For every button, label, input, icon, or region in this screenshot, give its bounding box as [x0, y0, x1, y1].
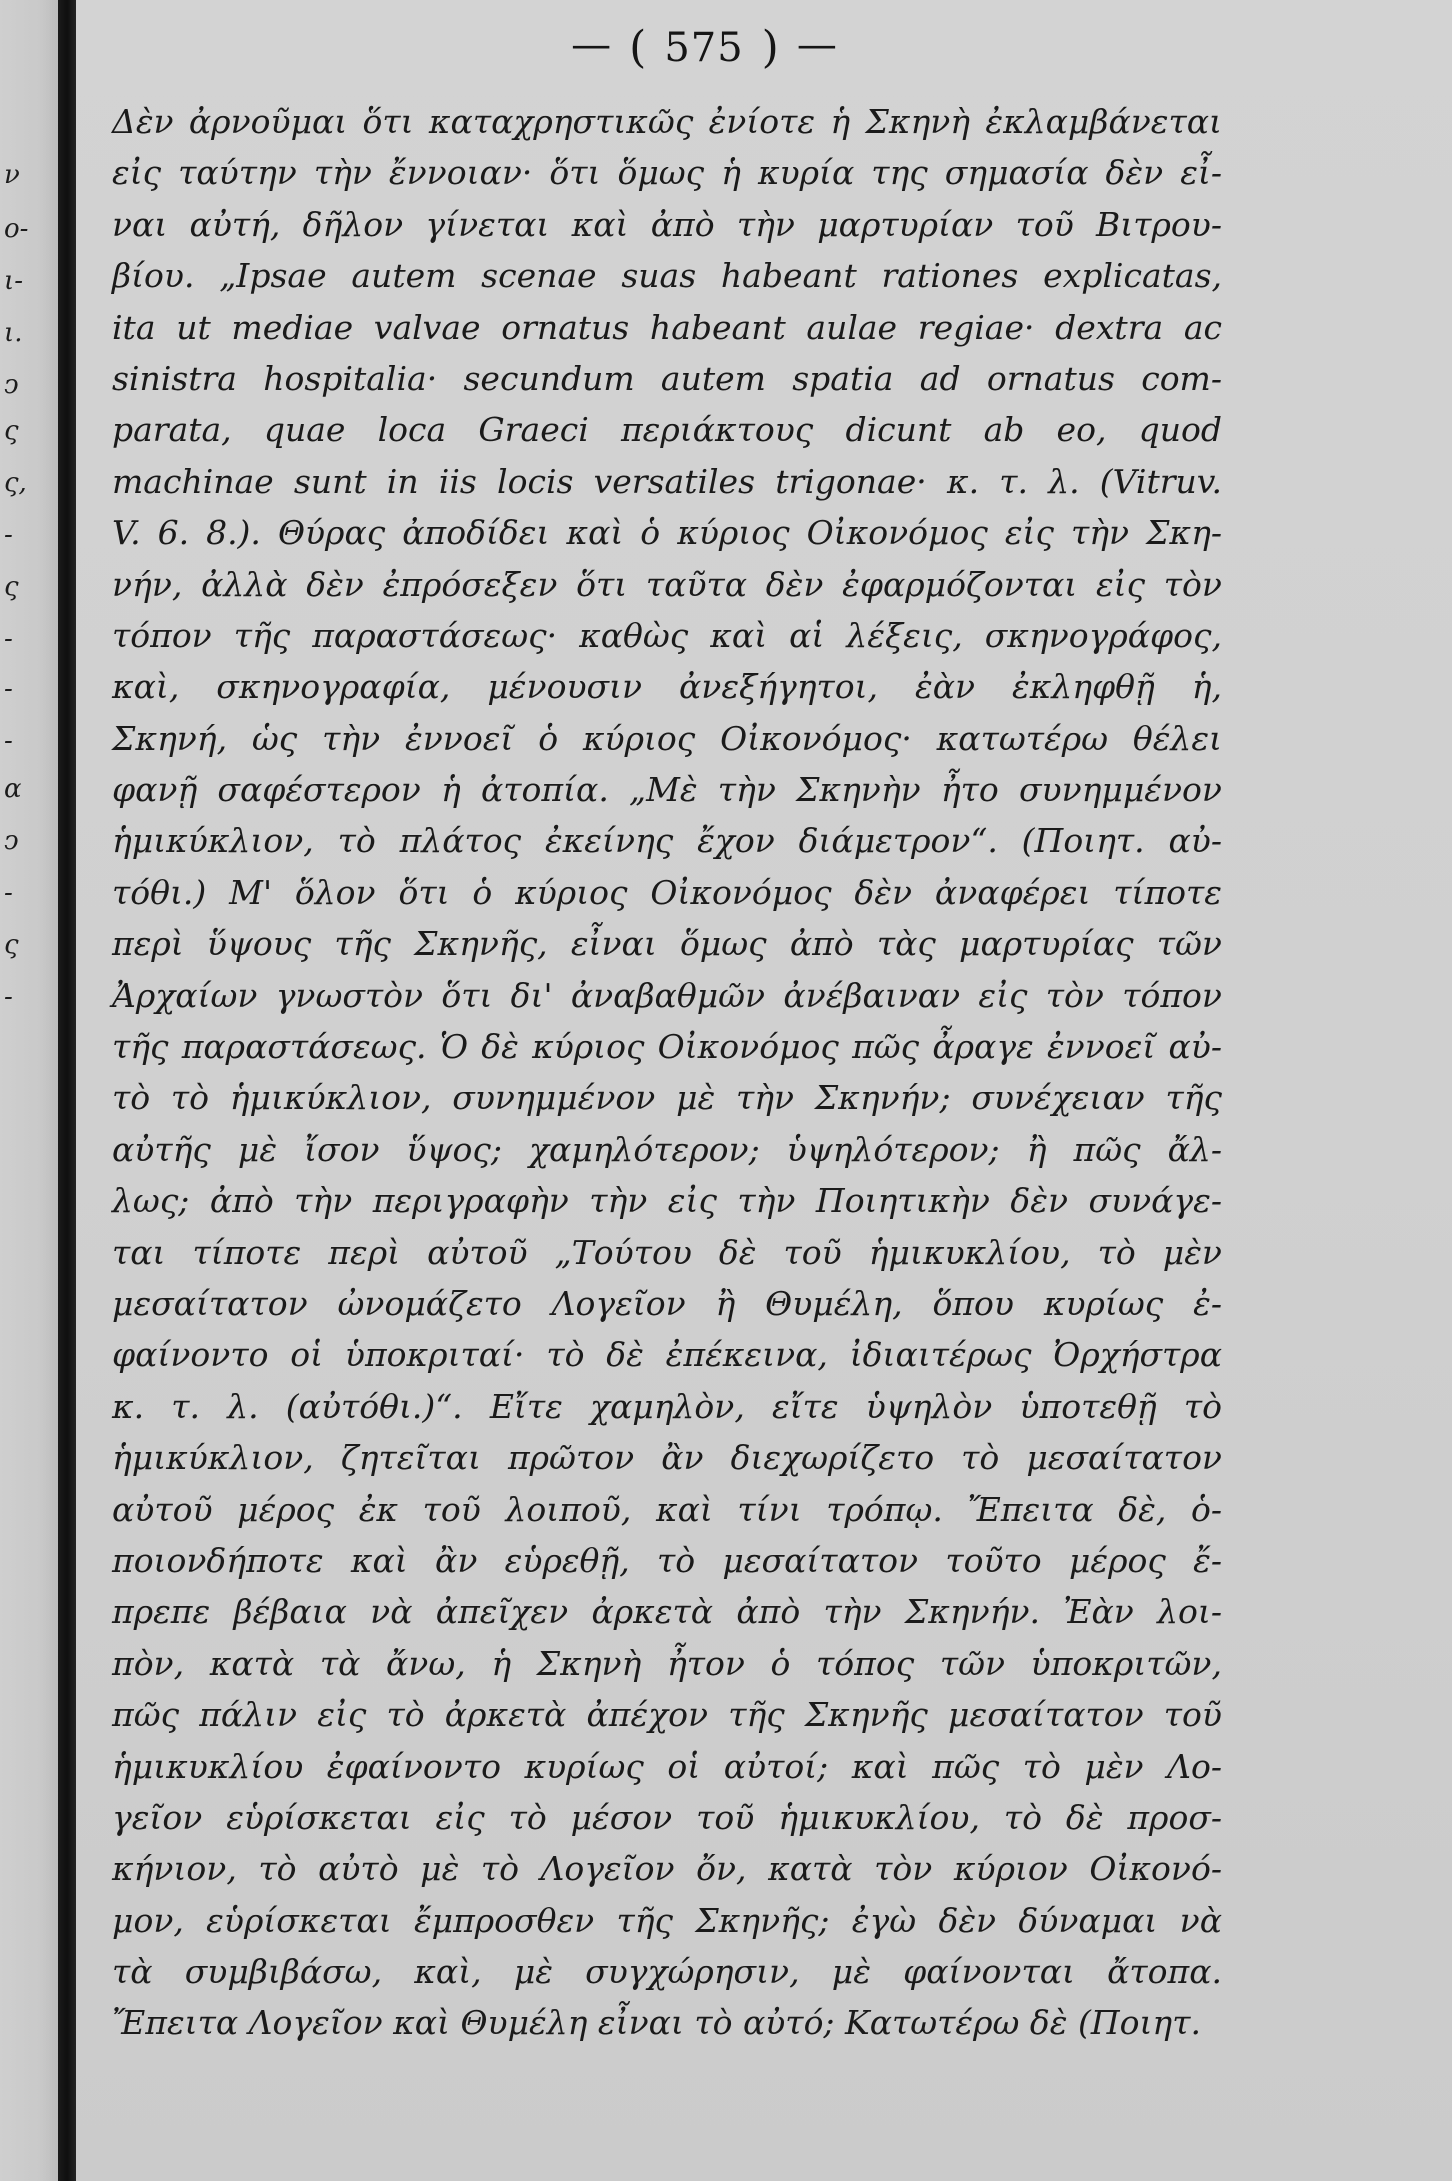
page-body-text — [112, 96, 1222, 2049]
facing-page-fragment: ς — [4, 930, 19, 960]
text-line: parata, quae loca Graeci περιάκτους dicunt ab eo, quod — [112, 410, 1222, 450]
text-line: αὐτῆς μὲ ἴσον ὕψος; χαμηλότερον; ὑψηλότερον; ἢ πῶς ἄλ- — [112, 1129, 1222, 1169]
text-line: λως; ἀπὸ τὴν περιγραφὴν τὴν εἰς τὴν Ποιητικὴν δὲν συνάγε- — [112, 1181, 1222, 1221]
text-line: V. 6. 8.). Θύρας ἀποδίδει καὶ ὁ κύριος Οἰκονόμος εἰς τὴν Σκη- — [112, 513, 1222, 553]
text-line: πῶς πάλιν εἰς τὸ ἀρκετὰ ἀπέχον τῆς Σκηνῆς μεσαίτατον τοῦ — [112, 1695, 1222, 1735]
book-gutter-shadow — [58, 0, 76, 2181]
facing-page-fragment: α — [4, 774, 22, 804]
facing-page-fragment: - — [4, 726, 13, 756]
text-line: ται τίποτε περὶ αὐτοῦ „Τούτου δὲ τοῦ ἡμικυκλίου, τὸ μὲν — [112, 1232, 1222, 1272]
header-paren-left: ( — [629, 22, 647, 73]
text-line: περὶ ὕψους τῆς Σκηνῆς, εἶναι ὅμως ἀπὸ τὰς μαρτυρίας τῶν — [112, 924, 1222, 964]
page-number: 575 — [664, 25, 744, 71]
text-line: ἡμικύκλιον, τὸ πλάτος ἐκείνης ἔχον διάμετρον“. (Ποιητ. αὐ- — [112, 821, 1222, 861]
text-line: κ. τ. λ. (αὐτόθι.)“. Εἴτε χαμηλὸν, εἴτε ὑψηλὸν ὑποτεθῇ τὸ — [112, 1386, 1222, 1426]
text-line: τῆς παραστάσεως. Ὁ δὲ κύριος Οἰκονόμος πῶς ἆραγε ἐννοεῖ αὐ- — [112, 1027, 1222, 1067]
facing-page-fragment: - — [4, 520, 13, 550]
text-line: βίου. „Ipsae autem scenae suas habeant rationes explicatas, — [112, 256, 1222, 296]
text-line: πὸν, κατὰ τὰ ἄνω, ἡ Σκηνὴ ἦτον ὁ τόπος τῶν ὑποκριτῶν, — [112, 1643, 1222, 1683]
header-dash-left: — — [571, 22, 612, 68]
facing-page-fragment: - — [4, 674, 13, 704]
text-line: φαίνοντο οἱ ὑποκριταί· τὸ δὲ ἐπέκεινα, ἰδιαιτέρως Ὀρχήστρα — [112, 1335, 1222, 1375]
text-line: γεῖον εὑρίσκεται εἰς τὸ μέσον τοῦ ἡμικυκλίου, τὸ δὲ προσ- — [112, 1797, 1222, 1837]
text-line: ita ut mediae valvae ornatus habeant aulae regiae· dextra ac — [112, 307, 1222, 347]
text-line: Σκηνή, ὡς τὴν ἐννοεῖ ὁ κύριος Οἰκονόμος· κατωτέρω θέλει — [112, 718, 1222, 758]
text-line: ἡμικύκλιον, ζητεῖται πρῶτον ἂν διεχωρίζετο τὸ μεσαίτατον — [112, 1438, 1222, 1478]
text-line: ποιονδήποτε καὶ ἂν εὑρεθῇ, τὸ μεσαίτατον τοῦτο μέρος ἔ- — [112, 1540, 1222, 1580]
header-paren-right: ) — [761, 22, 779, 73]
text-line: machinae sunt in iis locis versatiles trigonae· κ. τ. λ. (Vitruv. — [112, 461, 1222, 501]
facing-page-fragment: ν — [4, 160, 20, 190]
facing-page-fragment: ι- — [4, 266, 23, 296]
text-line: πρεπε βέβαια νὰ ἀπεῖχεν ἀρκετὰ ἀπὸ τὴν Σκηνήν. Ἐὰν λοι- — [112, 1592, 1222, 1632]
facing-page-fragment: - — [4, 878, 13, 908]
text-line: τὰ συμβιβάσω, καὶ, μὲ συγχώρησιν, μὲ φαίνονται ἄτοπα. — [112, 1952, 1222, 1992]
text-line: μεσαίτατον ὠνομάζετο Λογεῖον ἢ Θυμέλη, ὅπου κυρίως ἐ- — [112, 1283, 1222, 1323]
text-line: φανῇ σαφέστερον ἡ ἀτοπία. „Μὲ τὴν Σκηνὴν ἦτο συνημμένον — [112, 770, 1222, 810]
text-line: τόπον τῆς παραστάσεως· καθὼς καὶ αἱ λέξεις, σκηνογράφος, — [112, 615, 1222, 655]
facing-page-fragment: - — [4, 624, 13, 654]
text-line: κήνιον, τὸ αὐτὸ μὲ τὸ Λογεῖον ὄν, κατὰ τὸν κύριον Οἰκονό- — [112, 1849, 1222, 1889]
header-dash-right: — — [796, 22, 837, 68]
text-line: τὸ τὸ ἡμικύκλιον, συνημμένον μὲ τὴν Σκηνήν; συνέχειαν τῆς — [112, 1078, 1222, 1118]
facing-page-fragment: ι. — [4, 318, 23, 348]
text-line: Δὲν ἀρνοῦμαι ὅτι καταχρηστικῶς ἐνίοτε ἡ Σκηνὴ ἐκλαμβάνεται — [112, 102, 1222, 141]
text-line: τόθι.) Μ' ὅλον ὅτι ὁ κύριος Οἰκονόμος δὲν ἀναφέρει τίποτε — [112, 872, 1222, 912]
text-line: καὶ, σκηνογραφία, μένουσιν ἀνεξήγητοι, ἐὰν ἐκληφθῇ ἡ, — [112, 667, 1222, 707]
facing-page-fragment: ͻ — [4, 826, 19, 856]
facing-page-fragment: ο- — [4, 214, 29, 244]
page-header — [16, 18, 1392, 78]
text-line: sinistra hospitalia· secundum autem spatia ad ornatus com- — [112, 358, 1222, 398]
facing-page-edge — [0, 0, 58, 2181]
facing-page-fragment: ς, — [4, 468, 27, 498]
facing-page-fragment: ς — [4, 572, 19, 602]
text-line: νήν, ἀλλὰ δὲν ἐπρόσεξεν ὅτι ταῦτα δὲν ἐφαρμόζονται εἰς τὸν — [112, 564, 1222, 604]
text-line: εἰς ταύτην τὴν ἔννοιαν· ὅτι ὅμως ἡ κυρία της σημασία δὲν εἶ- — [112, 153, 1222, 193]
text-line: ἡμικυκλίου ἐφαίνοντο κυρίως οἱ αὐτοί; καὶ πῶς τὸ μὲν Λο- — [112, 1746, 1222, 1786]
text-line: αὐτοῦ μέρος ἐκ τοῦ λοιποῦ, καὶ τίνι τρόπῳ. Ἔπειτα δὲ, ὁ- — [112, 1489, 1222, 1529]
text-line: μον, εὑρίσκεται ἔμπροσθεν τῆς Σκηνῆς; ἐγὼ δὲν δύναμαι νὰ — [112, 1900, 1222, 1940]
facing-page-fragment: ͻ — [4, 370, 19, 400]
facing-page-fragment: - — [4, 982, 13, 1012]
text-line: Ἔπειτα Λογεῖον καὶ Θυμέλη εἶναι τὸ αὐτό; Κατωτέρω δὲ (Ποιητ. — [112, 2003, 1201, 2043]
text-line: ναι αὐτή, δῆλον γίνεται καὶ ἀπὸ τὴν μαρτυρίαν τοῦ Βιτρου- — [112, 204, 1222, 244]
facing-page-fragment: ς — [4, 416, 19, 446]
text-line: Ἀρχαίων γνωστὸν ὅτι δι' ἀναβαθμῶν ἀνέβαιναν εἰς τὸν τόπον — [112, 975, 1222, 1015]
